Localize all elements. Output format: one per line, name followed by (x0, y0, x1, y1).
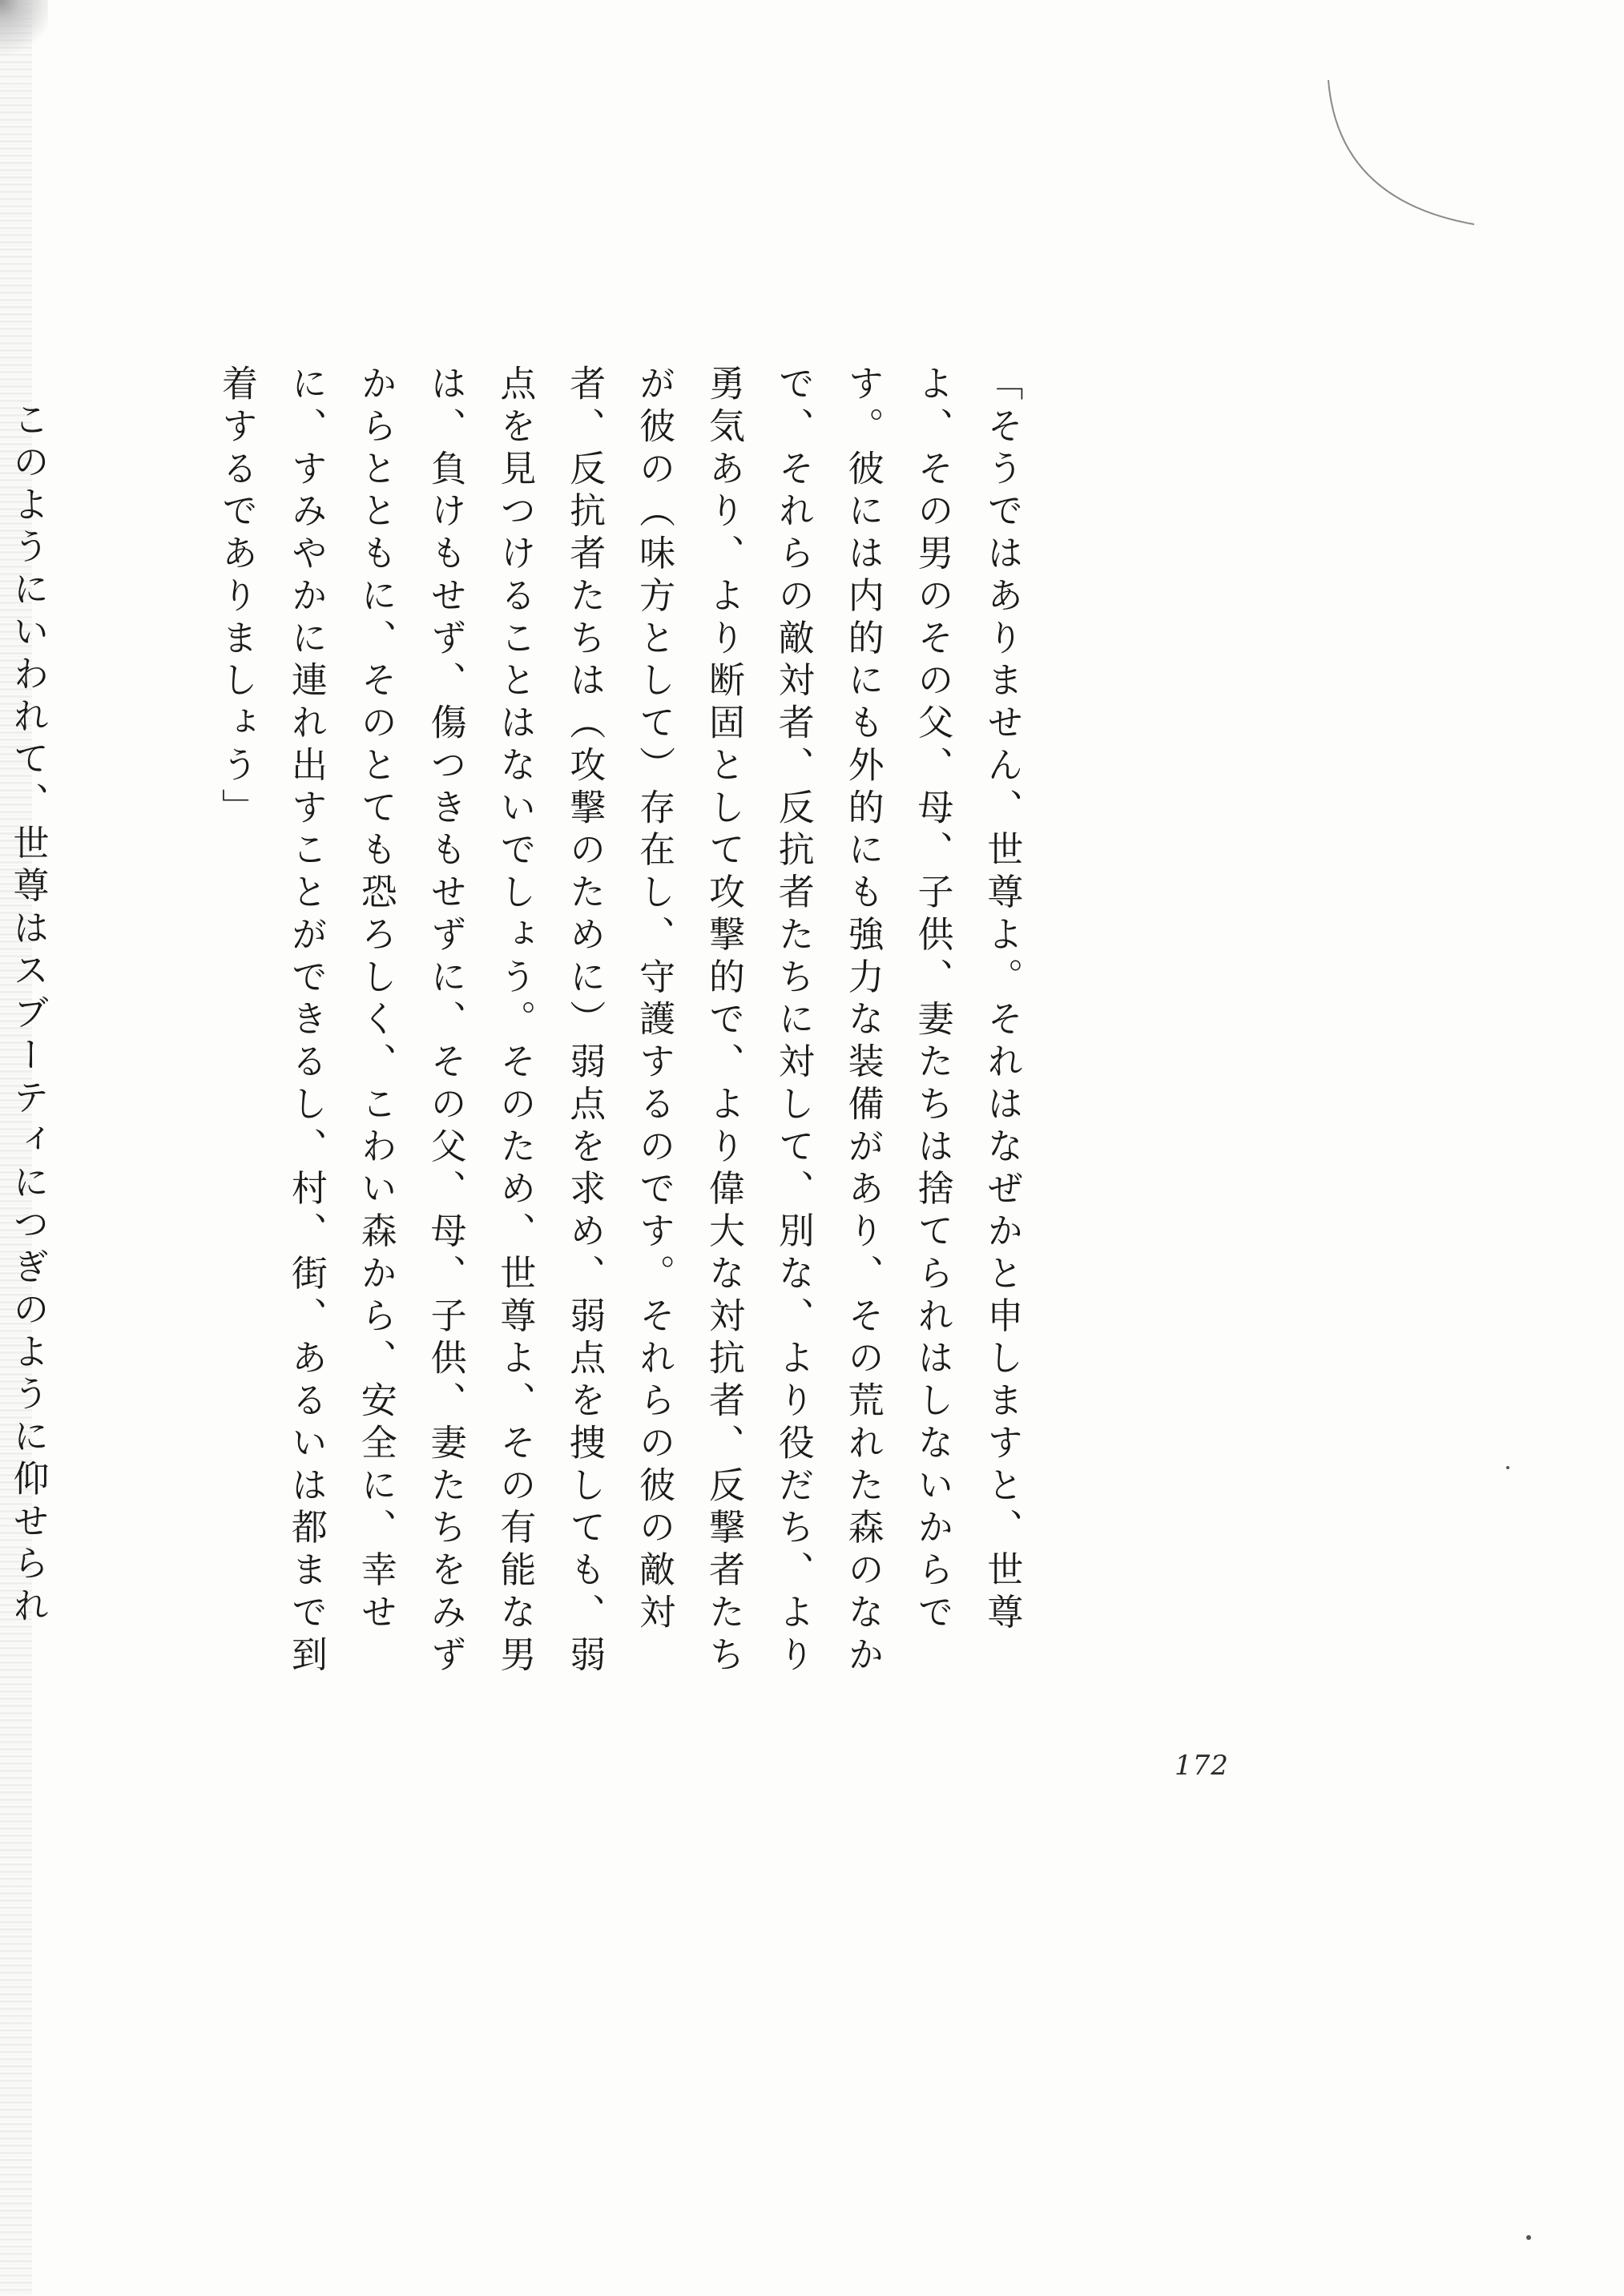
scan-speck (1526, 2235, 1531, 2240)
scan-speck (1506, 1466, 1509, 1469)
vertical-text-body (0, 365, 1175, 1698)
scan-corner-mark (0, 0, 48, 64)
page-number: 172 (1175, 1750, 1229, 1782)
pencil-arc-mark (1314, 64, 1506, 256)
paragraph-narration: このようにいわれて、世尊はスブーティにつぎのように仰せられ (6, 401, 50, 1629)
paragraph-quote-subhuti: 「そうではありません、世尊よ。それはなぜかと申しますと、世尊よ、その男のその父、母、子供、妻たちは捨てられはしないからです。彼には内的にも外的にも強力な装備があり、その荒れた森のなかで、それらの敵対者、反抗者たちに対して、別な、より役だち、より勇気あり、より断固として攻撃的で、より偉大な対抗者、反撃者たちが彼の（味方として）存在し、守護するのです。それらの彼の敵対者、反抗者たちは（攻撃のために）弱点を求め、弱点を捜しても、弱点を見つけることはないでしょう。そのため、世尊よ、その有能な男は、負けもせず、傷つきもせずに、その父、母、子供、妻たちをみずからとともに、そのとても恐ろしく、こわい森から、安全に、幸せに、すみやかに連れ出すことができるし、村、街、あるいは都まで到着するでありましょう」 (216, 365, 1024, 1678)
